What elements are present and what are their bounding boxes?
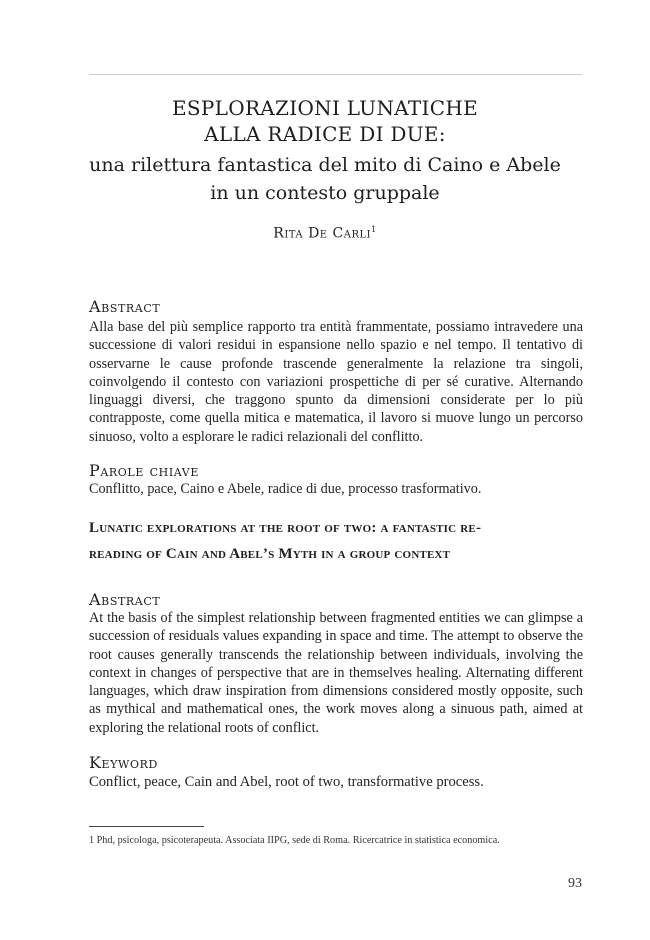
footnote-marker: 1 bbox=[371, 225, 377, 234]
footnote: 1 Phd, psicologa, psicoterapeuta. Associata IIPG, sede di Roma. Ricercatrice in statistica economica. bbox=[89, 835, 500, 846]
abstract-heading-it: Abstract bbox=[89, 297, 161, 316]
keywords-text-it: Conflitto, pace, Caino e Abele, radice di due, processo trasformativo. bbox=[89, 481, 482, 497]
abstract-text-en: At the basis of the simplest relationship between fragmented entities we can glimpse a succession of residuals values expanding in space and time. The attempt to observe the root causes generally transcends the relationship between individuals, involving the context in changes of perspective that are in themselves healing. Alternating different languages, which draw inspiration from dimensions considered mostly opposite, such as mythical and mathematical ones, the work moves along a sinuous path, aimed at exploring the relational roots of conflict. bbox=[89, 610, 583, 736]
keywords-text-en: Conflict, peace, Cain and Abel, root of two, transformative process. bbox=[89, 774, 484, 790]
abstract-heading-en: Abstract bbox=[89, 590, 161, 609]
title-line-1: ESPLORAZIONI LUNATICHE bbox=[172, 96, 478, 120]
keywords-heading-it: Parole chiave bbox=[89, 461, 199, 480]
header-rule bbox=[89, 74, 582, 75]
title-line-2: ALLA RADICE DI DUE: bbox=[204, 122, 446, 146]
english-title-line-1: Lunatic explorations at the root of two: a fantastic re- bbox=[89, 520, 482, 536]
author-name: Rita De Carli bbox=[273, 225, 372, 242]
english-title-line-2: reading of Cain and Abel’s Myth in a group context bbox=[89, 546, 451, 562]
author bbox=[0, 225, 650, 242]
abstract-text-it: Alla base del più semplice rapporto tra entità frammentate, possiamo intravedere una successione di valori residui in espansione nello spazio e nel tempo. Il tentativo di osservarne le cause profonde trascende generalmente la relazione tra singoli, coinvolgendo il contesto con variazioni prospettiche di per sé curative. Alternando linguaggi diversi, che traggono spunto da dimensioni considerate per lo più contrapposte, come quella mitica e matematica, il lavoro si muove lungo un percorso sinuoso, volto a esplorare le radici relazionali del conflitto. bbox=[89, 319, 583, 445]
subtitle-line-2: in un contesto gruppale bbox=[210, 182, 440, 204]
footnote-rule bbox=[89, 826, 204, 827]
page-number: 93 bbox=[568, 876, 582, 891]
subtitle-line-1: una rilettura fantastica del mito di Caino e Abele bbox=[89, 154, 561, 176]
keywords-heading-en: Keyword bbox=[89, 753, 158, 772]
